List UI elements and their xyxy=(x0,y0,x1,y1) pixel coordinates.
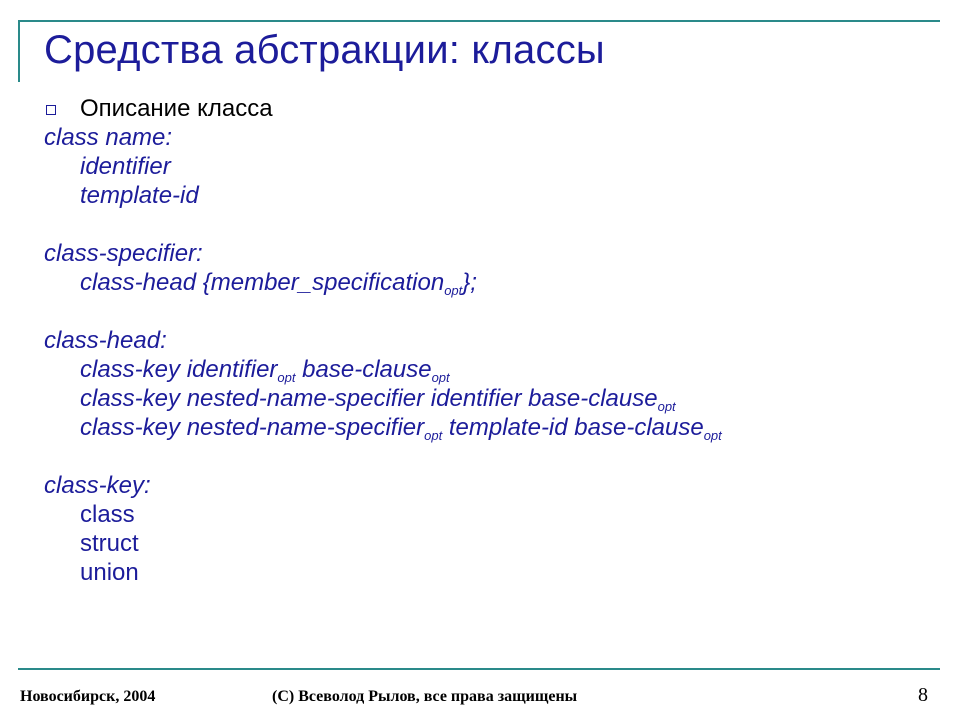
slide-title: Средства абстракции: классы xyxy=(44,28,605,72)
title-accent-top-rule xyxy=(18,20,940,22)
grammar-class-name-item: identifier xyxy=(80,153,171,180)
footer-rule xyxy=(18,668,940,670)
grammar-class-head-rule-2: class-key nested-name-specifier identifier base-clause$_{opt}$ xyxy=(80,385,676,414)
grammar-class-head-rule-1: class-key identifier$_{opt}$ base-clause$_{opt}$ xyxy=(80,356,450,385)
footer-copyright: (С) Всеволод Рылов, все права защищены xyxy=(272,688,578,705)
square-bullet-icon xyxy=(46,105,56,115)
grammar-class-key-item: union xyxy=(80,559,139,586)
grammar-class-name-head: class name: xyxy=(44,124,173,151)
grammar-class-head-head: class-head: xyxy=(44,327,167,354)
title-accent-vertical-rule xyxy=(18,20,20,82)
grammar-class-key-head: class-key: xyxy=(44,472,151,499)
bullet-text: Описание класса xyxy=(80,95,273,122)
slide-body xyxy=(44,94,924,587)
bullet-item xyxy=(44,94,924,123)
page-number: 8 xyxy=(918,684,928,706)
grammar-class-specifier-head: class-specifier: xyxy=(44,240,203,267)
grammar-class-name-item: template-id xyxy=(80,182,199,209)
footer-city-year: Новосибирск, 2004 xyxy=(20,688,156,705)
grammar-class-specifier-rule: class-head {member_specification$_{opt}$}; xyxy=(80,269,477,298)
grammar-class-key-item: struct xyxy=(80,530,139,557)
grammar-class-key-item: class xyxy=(80,501,135,528)
grammar-class-head-rule-3: class-key nested-name-specifier$_{opt}$ template-id base-clause$_{opt}$ xyxy=(80,414,722,443)
